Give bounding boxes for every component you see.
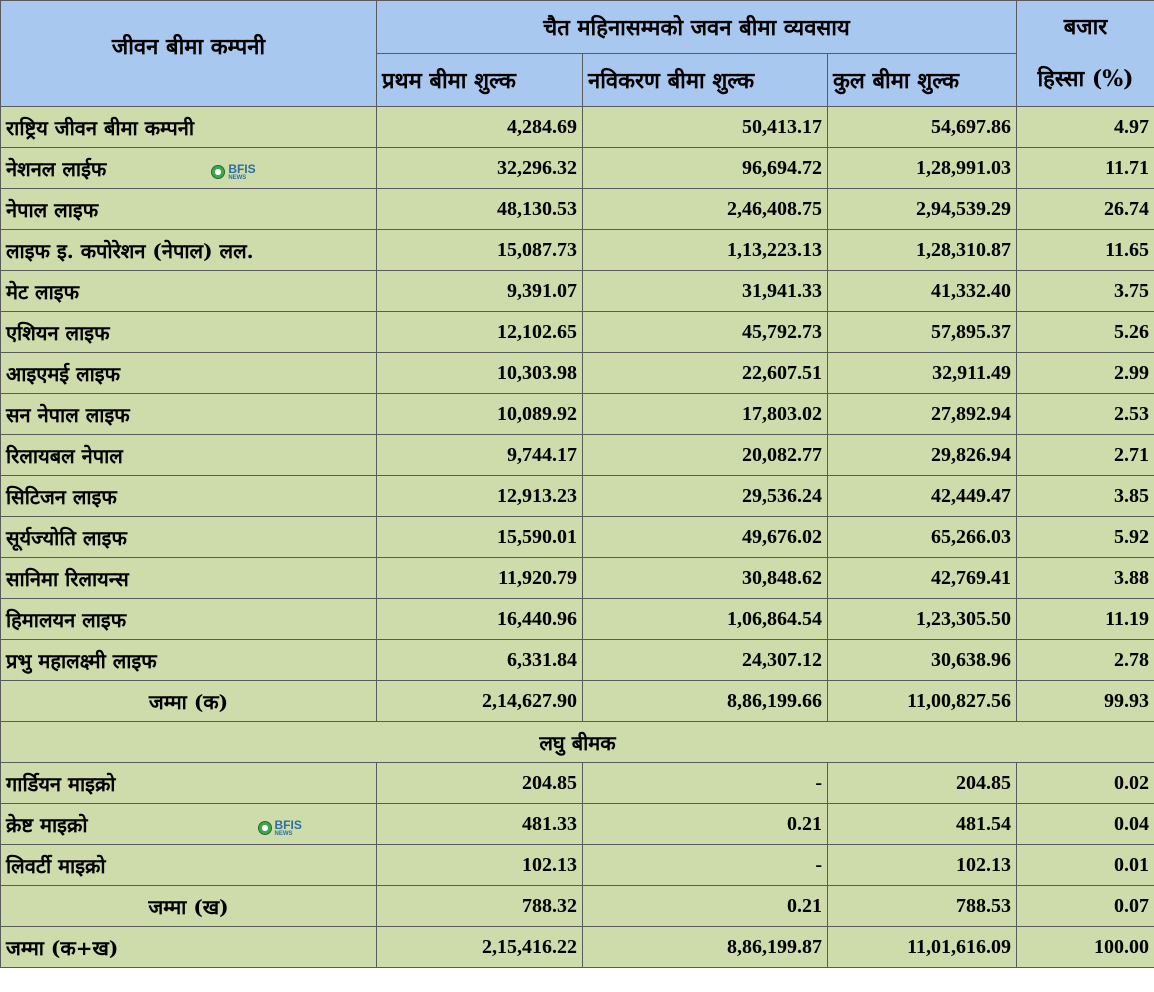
- market-share-cell-text: 2.99: [1114, 361, 1149, 384]
- subtotal-ka-renewal: 8,86,199.66: [583, 681, 828, 722]
- total-premium-cell: [828, 640, 1017, 681]
- market-share-cell-text: 0.02: [1114, 771, 1149, 794]
- first-premium-cell: [377, 148, 583, 189]
- company-name-cell-text: सिटिजन लाइफ: [6, 484, 117, 509]
- first-premium-cell-text: 48,130.53: [497, 197, 577, 220]
- total-premium-cell-text: 204.85: [956, 771, 1011, 794]
- company-name-cell-text: सन नेपाल लाइफ: [6, 402, 130, 427]
- total-premium-cell-text: 2,94,539.29: [916, 197, 1011, 220]
- company-name-cell-text: रिलायबल नेपाल: [6, 443, 123, 468]
- renewal-premium-cell-text: 0.21: [787, 812, 822, 835]
- market-share-cell-text: 11.65: [1105, 238, 1149, 261]
- grand-total-label: जम्मा (क+ख): [1, 927, 377, 968]
- renewal-premium-cell-text: 24,307.12: [742, 648, 822, 671]
- renewal-premium-cell: [583, 763, 828, 804]
- first-premium-cell-text: 12,913.23: [497, 484, 577, 507]
- market-share-cell: [1017, 107, 1154, 148]
- renewal-premium-cell: [583, 189, 828, 230]
- first-premium-cell: [377, 804, 583, 845]
- first-premium-cell: [377, 845, 583, 886]
- company-name-cell-text: सानिमा रिलायन्स: [6, 566, 129, 591]
- market-share-cell: [1017, 804, 1154, 845]
- bfis-logo-watermark: [258, 819, 302, 837]
- renewal-premium-cell-text: 45,792.73: [742, 320, 822, 343]
- header-company: जीवन बीमा कम्पनी: [1, 1, 377, 107]
- logo-circle-icon: [211, 165, 225, 179]
- company-name-cell: [1, 230, 377, 271]
- header-share-line1: बजार: [1063, 14, 1108, 40]
- company-name-cell-text: हिमालयन लाइफ: [6, 607, 127, 632]
- company-name-cell: [1, 107, 377, 148]
- renewal-premium-cell: [583, 107, 828, 148]
- total-premium-cell-text: 1,28,991.03: [916, 156, 1011, 179]
- renewal-premium-cell: [583, 845, 828, 886]
- first-premium-cell-text: 102.13: [522, 853, 577, 876]
- first-premium-cell-text: 481.33: [522, 812, 577, 835]
- company-name-cell-text: लिवर्टी माइक्रो: [6, 853, 106, 878]
- subtotal-kha-share: 0.07: [1017, 886, 1154, 927]
- first-premium-cell: [377, 230, 583, 271]
- subtotal-kha-label: जम्मा (ख): [1, 886, 377, 927]
- first-premium-cell-text: 11,920.79: [498, 566, 577, 589]
- market-share-cell: [1017, 599, 1154, 640]
- table-row: [1, 353, 1154, 394]
- renewal-premium-cell-text: -: [815, 771, 822, 794]
- market-share-cell-text: 2.71: [1114, 443, 1149, 466]
- logo-text: BFIS: [228, 162, 256, 176]
- first-premium-cell: [377, 558, 583, 599]
- market-share-cell-text: 0.01: [1114, 853, 1149, 876]
- company-name-cell: [1, 189, 377, 230]
- market-share-cell: [1017, 517, 1154, 558]
- subtotal-kha-total: 788.53: [828, 886, 1017, 927]
- total-premium-cell-text: 54,697.86: [931, 115, 1011, 138]
- company-name-cell-text: एशियन लाइफ: [6, 320, 110, 345]
- total-premium-cell: [828, 558, 1017, 599]
- market-share-cell-text: 11.19: [1105, 607, 1149, 630]
- total-premium-cell: [828, 763, 1017, 804]
- subtotal-kha-renewal: 0.21: [583, 886, 828, 927]
- first-premium-cell-text: 4,284.69: [507, 115, 577, 138]
- renewal-premium-cell: [583, 271, 828, 312]
- subtotal-ka-label: जम्मा (क): [1, 681, 377, 722]
- first-premium-cell-text: 10,303.98: [497, 361, 577, 384]
- market-share-cell: [1017, 845, 1154, 886]
- company-name-cell: [1, 271, 377, 312]
- market-share-cell-text: 11.71: [1105, 156, 1149, 179]
- renewal-premium-cell-text: -: [815, 853, 822, 876]
- table-row: [1, 230, 1154, 271]
- header-renewal-premium: नविकरण बीमा शुल्क: [583, 54, 828, 107]
- subtotal-ka-total: 11,00,827.56: [828, 681, 1017, 722]
- table-row: [1, 599, 1154, 640]
- company-name-cell-text: लाइफ इ. कपोरेशन (नेपाल) लल.: [6, 238, 254, 263]
- subtotal-kha-first: 788.32: [377, 886, 583, 927]
- table-row: [1, 148, 1154, 189]
- total-premium-cell: [828, 845, 1017, 886]
- first-premium-cell-text: 12,102.65: [497, 320, 577, 343]
- first-premium-cell: [377, 763, 583, 804]
- company-name-cell-text: आइएमई लाइफ: [6, 361, 121, 386]
- renewal-premium-cell-text: 22,607.51: [742, 361, 822, 384]
- total-premium-cell-text: 29,826.94: [931, 443, 1011, 466]
- table-row: [1, 476, 1154, 517]
- table-row: [1, 763, 1154, 804]
- first-premium-cell-text: 15,087.73: [497, 238, 577, 261]
- renewal-premium-cell: [583, 435, 828, 476]
- company-name-cell: [1, 394, 377, 435]
- market-share-cell: [1017, 435, 1154, 476]
- logo-subtext: NEWS: [228, 175, 247, 181]
- total-premium-cell-text: 1,28,310.87: [916, 238, 1011, 261]
- grand-total-first: 2,15,416.22: [377, 927, 583, 968]
- company-name-cell-text: सूर्यज्योति लाइफ: [6, 525, 127, 550]
- total-premium-cell: [828, 107, 1017, 148]
- market-share-cell-text: 5.92: [1114, 525, 1149, 548]
- first-premium-cell-text: 9,744.17: [507, 443, 577, 466]
- first-premium-cell-text: 204.85: [522, 771, 577, 794]
- total-premium-cell-text: 481.54: [956, 812, 1011, 835]
- first-premium-cell-text: 6,331.84: [507, 648, 577, 671]
- renewal-premium-cell: [583, 804, 828, 845]
- renewal-premium-cell-text: 96,694.72: [742, 156, 822, 179]
- total-premium-cell-text: 41,332.40: [931, 279, 1011, 302]
- company-name-cell-text: राष्ट्रिय जीवन बीमा कम्पनी: [6, 115, 195, 140]
- table-row: [1, 189, 1154, 230]
- company-name-cell: [1, 435, 377, 476]
- grand-total-row: [1, 927, 1154, 968]
- company-name-cell: [1, 148, 377, 189]
- header-market-share: [1017, 1, 1154, 107]
- first-premium-cell: [377, 312, 583, 353]
- total-premium-cell: [828, 517, 1017, 558]
- header-group: चैत महिनासम्मको जवन बीमा व्यवसाय: [377, 1, 1017, 54]
- header-total-premium: कुल बीमा शुल्क: [828, 54, 1017, 107]
- company-name-cell: [1, 640, 377, 681]
- company-name-cell-text: प्रभु महालक्ष्मी लाइफ: [6, 648, 157, 673]
- first-premium-cell: [377, 599, 583, 640]
- market-share-cell: [1017, 148, 1154, 189]
- total-premium-cell-text: 102.13: [956, 853, 1011, 876]
- renewal-premium-cell-text: 31,941.33: [742, 279, 822, 302]
- market-share-cell-text: 3.85: [1114, 484, 1149, 507]
- total-premium-cell: [828, 189, 1017, 230]
- table-row: [1, 845, 1154, 886]
- company-name-cell: [1, 312, 377, 353]
- total-premium-cell: [828, 599, 1017, 640]
- market-share-cell: [1017, 558, 1154, 599]
- company-name-cell: [1, 599, 377, 640]
- first-premium-cell-text: 9,391.07: [507, 279, 577, 302]
- market-share-cell-text: 5.26: [1114, 320, 1149, 343]
- renewal-premium-cell: [583, 640, 828, 681]
- renewal-premium-cell-text: 1,06,864.54: [727, 607, 822, 630]
- renewal-premium-cell-text: 50,413.17: [742, 115, 822, 138]
- renewal-premium-cell: [583, 353, 828, 394]
- market-share-cell: [1017, 394, 1154, 435]
- company-name-cell: [1, 353, 377, 394]
- company-name-cell: [1, 804, 377, 845]
- renewal-premium-cell: [583, 312, 828, 353]
- market-share-cell-text: 2.78: [1114, 648, 1149, 671]
- total-premium-cell-text: 42,449.47: [931, 484, 1011, 507]
- total-premium-cell: [828, 353, 1017, 394]
- table-row: [1, 640, 1154, 681]
- logo-subtext: NEWS: [274, 831, 293, 837]
- total-premium-cell: [828, 476, 1017, 517]
- market-share-cell-text: 2.53: [1114, 402, 1149, 425]
- micro-section-label: लघु बीमक: [1, 722, 1154, 763]
- table-row: [1, 271, 1154, 312]
- company-name-cell: [1, 476, 377, 517]
- first-premium-cell: [377, 640, 583, 681]
- market-share-cell: [1017, 640, 1154, 681]
- renewal-premium-cell-text: 29,536.24: [742, 484, 822, 507]
- micro-section-row: [1, 722, 1154, 763]
- first-premium-cell: [377, 517, 583, 558]
- total-premium-cell-text: 27,892.94: [931, 402, 1011, 425]
- renewal-premium-cell-text: 2,46,408.75: [727, 197, 822, 220]
- renewal-premium-cell: [583, 476, 828, 517]
- total-premium-cell: [828, 312, 1017, 353]
- logo-text: BFIS: [274, 818, 302, 832]
- company-name-cell-text: नेपाल लाइफ: [6, 197, 99, 222]
- total-premium-cell-text: 30,638.96: [931, 648, 1011, 671]
- renewal-premium-cell: [583, 394, 828, 435]
- table-row: [1, 558, 1154, 599]
- subtotal-ka-first: 2,14,627.90: [377, 681, 583, 722]
- total-premium-cell-text: 65,266.03: [931, 525, 1011, 548]
- first-premium-cell: [377, 435, 583, 476]
- renewal-premium-cell-text: 30,848.62: [742, 566, 822, 589]
- table-row: [1, 804, 1154, 845]
- renewal-premium-cell-text: 20,082.77: [742, 443, 822, 466]
- header-first-premium: प्रथम बीमा शुल्क: [377, 54, 583, 107]
- renewal-premium-cell: [583, 517, 828, 558]
- first-premium-cell-text: 10,089.92: [497, 402, 577, 425]
- table-row: [1, 517, 1154, 558]
- total-premium-cell: [828, 394, 1017, 435]
- market-share-cell: [1017, 271, 1154, 312]
- total-premium-cell: [828, 230, 1017, 271]
- renewal-premium-cell: [583, 599, 828, 640]
- company-name-cell: [1, 845, 377, 886]
- first-premium-cell: [377, 353, 583, 394]
- first-premium-cell-text: 32,296.32: [497, 156, 577, 179]
- market-share-cell: [1017, 353, 1154, 394]
- bfis-logo-watermark: [211, 163, 255, 181]
- renewal-premium-cell: [583, 148, 828, 189]
- total-premium-cell: [828, 435, 1017, 476]
- market-share-cell: [1017, 763, 1154, 804]
- total-premium-cell: [828, 271, 1017, 312]
- renewal-premium-cell-text: 1,13,223.13: [727, 238, 822, 261]
- header-share-line2: हिस्सा (%): [1037, 66, 1134, 92]
- market-share-cell-text: 3.75: [1114, 279, 1149, 302]
- totals-body: [1, 886, 1154, 968]
- market-share-cell: [1017, 312, 1154, 353]
- market-share-cell-text: 4.97: [1114, 115, 1149, 138]
- first-premium-cell: [377, 271, 583, 312]
- first-premium-cell: [377, 394, 583, 435]
- market-share-cell-text: 26.74: [1104, 197, 1149, 220]
- total-premium-cell-text: 1,23,305.50: [916, 607, 1011, 630]
- first-premium-cell: [377, 476, 583, 517]
- company-name-cell-text: नेशनल लाईफ: [6, 156, 107, 181]
- first-premium-cell: [377, 107, 583, 148]
- grand-total-total: 11,01,616.09: [828, 927, 1017, 968]
- total-premium-cell-text: 42,769.41: [931, 566, 1011, 589]
- logo-circle-icon: [258, 821, 272, 835]
- subtotal-ka-share: 99.93: [1017, 681, 1154, 722]
- market-share-cell-text: 0.04: [1114, 812, 1149, 835]
- subtotal-kha-row: [1, 886, 1154, 927]
- total-premium-cell: [828, 804, 1017, 845]
- company-name-cell: [1, 558, 377, 599]
- renewal-premium-cell-text: 49,676.02: [742, 525, 822, 548]
- company-name-cell: [1, 517, 377, 558]
- total-premium-cell: [828, 148, 1017, 189]
- table-row: [1, 107, 1154, 148]
- subtotal-ka-row: [1, 681, 1154, 722]
- table-row: [1, 394, 1154, 435]
- total-premium-cell-text: 32,911.49: [932, 361, 1011, 384]
- market-share-cell-text: 3.88: [1114, 566, 1149, 589]
- company-name-cell-text: गार्डियन माइक्रो: [6, 771, 116, 796]
- company-name-cell: [1, 763, 377, 804]
- renewal-premium-cell: [583, 230, 828, 271]
- first-premium-cell-text: 15,590.01: [497, 525, 577, 548]
- table-row: [1, 435, 1154, 476]
- market-share-cell: [1017, 189, 1154, 230]
- renewal-premium-cell: [583, 558, 828, 599]
- renewal-premium-cell-text: 17,803.02: [742, 402, 822, 425]
- total-premium-cell-text: 57,895.37: [931, 320, 1011, 343]
- company-name-cell-text: मेट लाइफ: [6, 279, 79, 304]
- company-name-cell-text: क्रेष्ट माइक्रो: [6, 812, 88, 837]
- life-insurers-body: [1, 107, 1154, 681]
- first-premium-cell-text: 16,440.96: [497, 607, 577, 630]
- table-row: [1, 312, 1154, 353]
- grand-total-renewal: 8,86,199.87: [583, 927, 828, 968]
- micro-insurers-body: [1, 763, 1154, 886]
- subtotal-ka-body: [1, 681, 1154, 763]
- market-share-cell: [1017, 476, 1154, 517]
- grand-total-share: 100.00: [1017, 927, 1154, 968]
- market-share-cell: [1017, 230, 1154, 271]
- first-premium-cell: [377, 189, 583, 230]
